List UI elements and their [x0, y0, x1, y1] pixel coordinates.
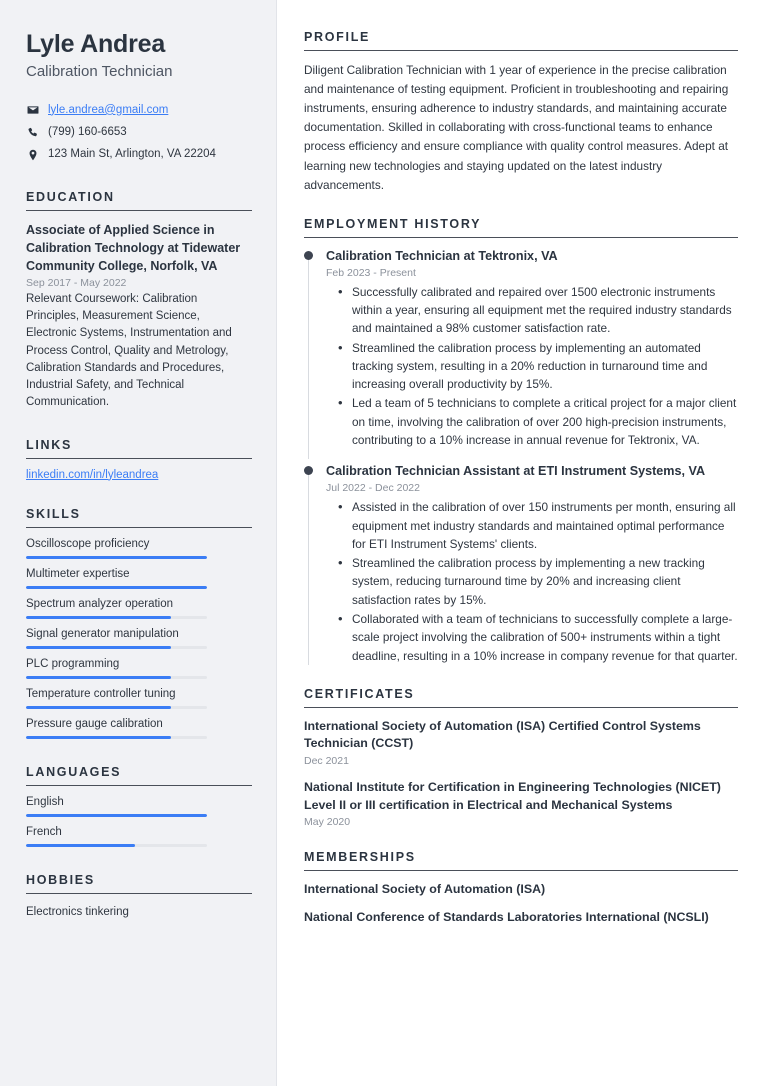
candidate-name: Lyle Andrea [26, 30, 166, 58]
skill-bar-fill [26, 736, 171, 739]
skill-item [26, 538, 252, 559]
divider [304, 870, 738, 871]
skill-label: Multimeter expertise [26, 567, 130, 580]
skill-bar-fill [26, 646, 171, 649]
skill-item [26, 598, 252, 619]
skill-bar-fill [26, 616, 171, 619]
skill-label: Pressure gauge calibration [26, 717, 163, 730]
job-date: Jul 2022 - Dec 2022 [326, 482, 420, 495]
language-item [26, 826, 252, 847]
job-bullet: • Successfully calibrated and repaired over 1500 electronic instruments within a year, ensuring all equipment met the required industry standards and maintained a 98% customer satisfaction rate. [338, 283, 738, 338]
divider [26, 210, 252, 211]
skill-bar-track [26, 616, 207, 619]
education-degree: Associate of Applied Science in Calibration Technology at Tidewater Community College, Norfolk, VA [26, 222, 241, 273]
section-profile [304, 30, 738, 195]
contact-phone [26, 124, 252, 141]
skill-item [26, 628, 252, 649]
job-entry [304, 463, 738, 665]
job-entry [304, 248, 738, 450]
language-item [26, 796, 252, 817]
contact-address-text: 123 Main St, Arlington, VA 22204 [48, 148, 216, 161]
divider [26, 893, 252, 894]
membership-item: International Society of Automation (ISA) [304, 882, 546, 897]
skill-bar-track [26, 676, 207, 679]
section-title-languages: LANGUAGES [26, 764, 122, 779]
skill-bar-track [26, 706, 207, 709]
certificate-entry [304, 779, 738, 828]
contact-address [26, 146, 252, 163]
language-bar-fill [26, 814, 207, 817]
section-title-profile: PROFILE [304, 30, 371, 44]
skill-item [26, 718, 252, 739]
contact-list [26, 102, 252, 164]
job-bullet: • Collaborated with a team of technicians to successfully complete a large-scale project involving the calibration of 500+ instruments within a tight deadline, resulting in a 10% increase in company revenue for that quarter. [338, 610, 738, 665]
skill-label: Oscilloscope proficiency [26, 537, 150, 550]
skill-bar-track [26, 556, 207, 559]
skill-bar-track [26, 646, 207, 649]
job-bullets [326, 498, 738, 665]
skill-label: PLC programming [26, 657, 120, 670]
hobby-item: Electronics tinkering [26, 905, 129, 918]
language-label: French [26, 825, 62, 838]
job-bullets [326, 283, 738, 450]
certificate-entry [304, 718, 738, 767]
skill-bar-track [26, 736, 207, 739]
divider [26, 785, 252, 786]
skill-bar-fill [26, 676, 171, 679]
skill-bar-track [26, 586, 207, 589]
divider [304, 707, 738, 708]
skill-bar-fill [26, 586, 207, 589]
main-column [277, 0, 768, 1086]
candidate-role: Calibration Technician [26, 62, 173, 80]
certificate-date: Dec 2021 [304, 755, 349, 768]
skill-bar-fill [26, 706, 171, 709]
language-label: English [26, 795, 64, 808]
skill-label: Signal generator manipulation [26, 627, 179, 640]
skill-bar-fill [26, 556, 207, 559]
skill-item [26, 568, 252, 589]
skill-item [26, 658, 252, 679]
skill-label: Spectrum analyzer operation [26, 597, 174, 610]
section-hobbies [26, 873, 252, 921]
language-bar-track [26, 814, 207, 817]
location-pin-icon [26, 148, 39, 161]
section-title-memberships: MEMBERSHIPS [304, 850, 416, 865]
section-education [26, 190, 252, 412]
language-bar-track [26, 844, 207, 847]
sidebar [0, 0, 277, 1086]
section-title-hobbies: HOBBIES [26, 872, 95, 887]
section-certificates [304, 687, 738, 828]
profile-text: Diligent Calibration Technician with 1 year of experience in the precise calibration and maintenance of testing equipment. Proficient in troubleshooting and repairing instruments, ensuring adherence to industry standards, and maintaining accurate documentation. Skilled in collaborating with cross-functional teams to enhance process efficiency and ensure compliance with quality control measures. Adept at learning new technologies and staying updated on the latest industry advancements. [304, 63, 729, 192]
section-memberships [304, 850, 738, 926]
divider [304, 237, 738, 238]
job-bullet: • Streamlined the calibration process by implementing a new tracking system, reducing turnaround time by 20% and increasing client satisfaction rates by 15%. [338, 554, 738, 609]
education-date: Sep 2017 - May 2022 [26, 276, 127, 289]
job-title: Calibration Technician at Tektronix, VA [326, 248, 558, 263]
envelope-icon [26, 104, 39, 117]
section-title-education: EDUCATION [26, 189, 115, 204]
job-bullet: • Led a team of 5 technicians to complete a critical project for a major client on time, involving the calibration of over 200 high-precision instruments, contributing to a 10% increase in annual revenue for Tektronix, VA. [338, 394, 738, 449]
certificate-title: National Institute for Certification in Engineering Technologies (NICET) Level II or III certification in Electrical and Mechanical Systems [304, 780, 721, 812]
job-title: Calibration Technician Assistant at ETI Instrument Systems, VA [326, 464, 706, 479]
section-employment [304, 217, 738, 665]
skill-item [26, 688, 252, 709]
membership-item: National Conference of Standards Laboratories International (NCSLI) [304, 909, 709, 924]
contact-email-text: lyle.andrea@gmail.com [48, 103, 169, 116]
section-skills [26, 507, 252, 739]
section-languages [26, 765, 252, 847]
skill-label: Temperature controller tuning [26, 687, 176, 700]
section-links [26, 438, 252, 481]
section-title-certificates: CERTIFICATES [304, 686, 415, 701]
certificate-title: International Society of Automation (ISA) Certified Control Systems Technician (CCST) [304, 718, 701, 751]
phone-icon [26, 126, 39, 139]
language-bar-fill [26, 844, 135, 847]
certificate-date: May 2020 [304, 816, 351, 829]
divider [26, 527, 252, 528]
section-title-links: LINKS [26, 437, 72, 452]
contact-email[interactable] [26, 102, 252, 119]
divider [304, 50, 738, 51]
job-bullet: • Assisted in the calibration of over 150 instruments per month, ensuring all equipment met industry standards and maintained optimal performance for ETI Instrument Systems' clients. [338, 498, 738, 553]
link-linkedin[interactable]: linkedin.com/in/lyleandrea [26, 468, 159, 481]
contact-phone-text: (799) 160-6653 [48, 126, 127, 138]
section-title-employment: EMPLOYMENT HISTORY [304, 216, 482, 231]
divider [26, 458, 252, 459]
job-bullet: • Streamlined the calibration process by implementing an automated tracking system, resulting in a 20% reduction in turnaround time and increasing overall productivity by 15%. [338, 339, 738, 394]
job-date: Feb 2023 - Present [326, 266, 416, 279]
section-title-skills: SKILLS [26, 506, 81, 521]
education-coursework: Relevant Coursework: Calibration Principles, Measurement Science, Electronic Systems, Instrumentation and Process Control, Quality and Metrology, Calibration Standards and Procedures, Industrial Safety, and Technical Communication. [26, 292, 232, 409]
